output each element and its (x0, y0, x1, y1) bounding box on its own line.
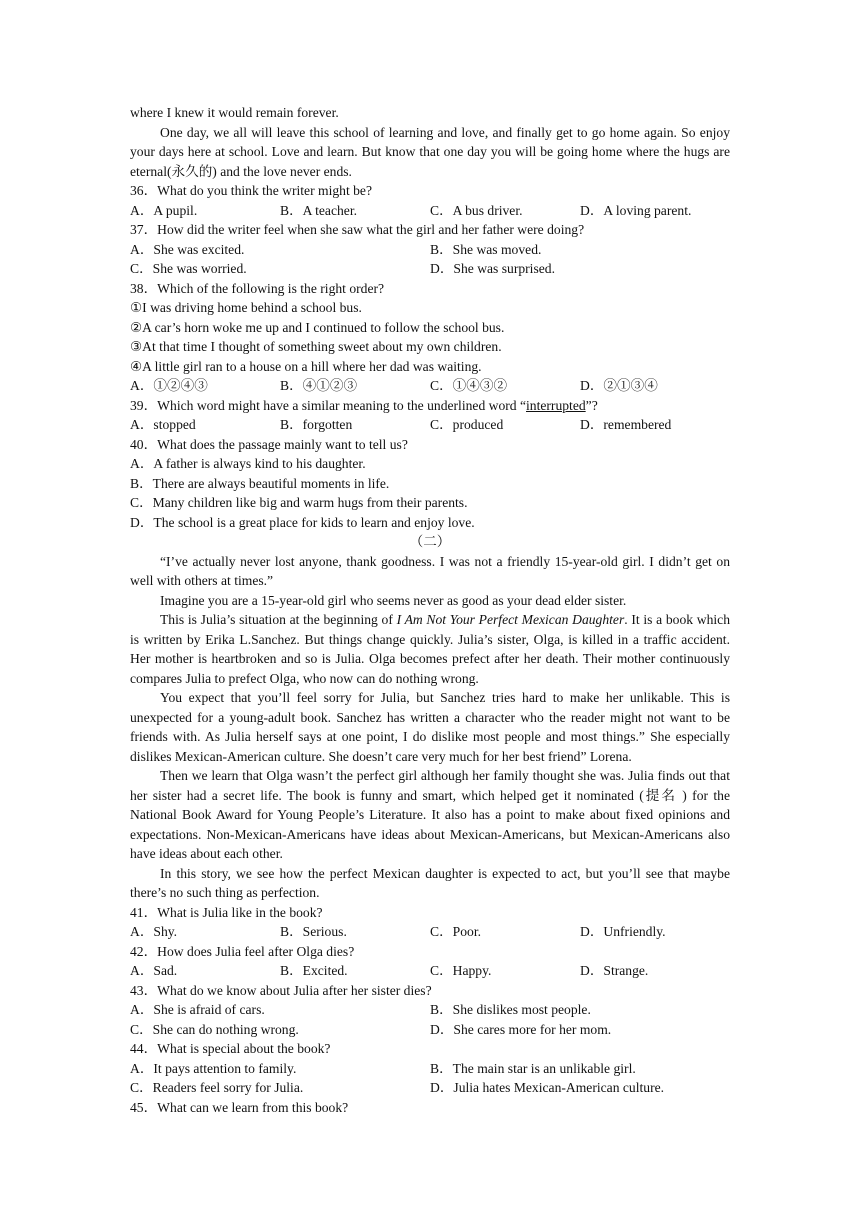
option-c: C．produced (430, 417, 504, 432)
option-c: C．Poor. (430, 924, 481, 939)
option-d: D．She was surprised. (430, 261, 555, 276)
question-stem: 40．What does the passage mainly want to tell us? (130, 436, 408, 452)
order-item: ①I was driving home behind a school bus. (130, 300, 362, 315)
options-row (130, 259, 730, 279)
paragraph-text: This is Julia’s situation at the beginning of (160, 612, 397, 627)
passage-line: where I knew it would remain forever. (130, 105, 339, 120)
passage-paragraph: Then we learn that Olga wasn’t the perfect girl although her family thought she was. Julia finds out that her sister had a secret life. The book is funny and smart, which helped get it nominated (提名 ) for the National Book Award for Young People’s Literature. It also has a point to make about fixed opinions and expectations. Non-Mexican-Americans have ideas about Mexican-Americans, but Mexican-Americans also have ideas about each other. (130, 768, 730, 861)
question-stem: 42．How does Julia feel after Olga dies? (130, 943, 355, 959)
question-stem: 44．What is special about the book? (130, 1041, 331, 1056)
underlined-word: interrupted (526, 397, 586, 413)
book-title: I Am Not Your Perfect Mexican Daughter (396, 612, 625, 627)
option-b: B．④①②③ (280, 378, 358, 393)
options-row (130, 1000, 730, 1020)
options-row (130, 1020, 730, 1040)
question-stem: 36．What do you think the writer might be? (130, 183, 372, 198)
option-c: C．A bus driver. (430, 202, 523, 218)
option-a: A．A father is always kind to his daughter. (130, 456, 366, 471)
option-c: C．She can do nothing wrong. (130, 1021, 299, 1037)
paragraph-text: . It is a book which is written by Erika L.Sanchez. But things change quickly. Julia’s sister, Olga, is killed in a traffic accident. Her mother is heartbroken and so is Julia. Olga becomes prefect after her death. Their mother continuously compares Julia to prefect Olga, who now can do nothing wrong. (130, 612, 731, 686)
stem-text: ”? (585, 397, 598, 413)
order-item: ②A car’s horn woke me up and I continued to follow the school bus. (130, 319, 505, 335)
option-b: B．There are always beautiful moments in life. (130, 475, 390, 491)
option-a: A．A pupil. (130, 202, 198, 218)
option-a: A．It pays attention to family. (130, 1060, 297, 1076)
option-d: D．Unfriendly. (580, 924, 666, 939)
question-stem: 43．What do we know about Julia after her sister dies? (130, 982, 432, 998)
option-b: B．A teacher. (280, 202, 358, 218)
options-row (130, 240, 730, 260)
option-b: B．Serious. (280, 924, 347, 939)
options-row (130, 201, 730, 221)
option-b: B．The main star is an unlikable girl. (430, 1060, 636, 1076)
option-b: B．forgotten (280, 417, 353, 432)
option-c: C．Many children like big and warm hugs from their parents. (130, 495, 468, 510)
passage-paragraph: You expect that you’ll feel sorry for Julia, but Sanchez tries hard to make her unlikable. This is unexpected for a young-adult book. Sanchez has written a character who the reader might not want to be friends with. As Julia herself says at one point, I do dislike most people and most things.” She especially dislikes Mexican-American culture. She doesn’t care very much for her best friend” Lorena. (130, 690, 730, 764)
option-d: D．Julia hates Mexican-American culture. (430, 1080, 665, 1095)
options-row (130, 415, 730, 435)
option-d: D．A loving parent. (580, 202, 692, 218)
option-d: D．remembered (580, 417, 672, 432)
option-d: D．The school is a great place for kids to learn and enjoy love. (130, 514, 475, 530)
option-d: D．She cares more for her mom. (430, 1021, 612, 1037)
option-c: C．Happy. (430, 963, 492, 978)
options-row (130, 1078, 730, 1098)
option-a: A．She was excited. (130, 241, 245, 257)
option-b: B．She was moved. (430, 241, 542, 257)
passage-paragraph: In this story, we see how the perfect Mexican daughter is expected to act, but you’ll see that maybe there’s no such thing as perfection. (130, 865, 730, 900)
option-a: A．Sad. (130, 963, 178, 978)
option-b: B．She dislikes most people. (430, 1002, 591, 1017)
option-a: A．She is afraid of cars. (130, 1002, 265, 1017)
passage-paragraph: One day, we all will leave this school of learning and love, and finally get to go home again. So enjoy your days here at school. Love and learn. But know that one day you will be going home where the hugs are eternal(永久的) and the love never ends. (130, 124, 730, 179)
option-c: C．She was worried. (130, 261, 247, 276)
order-item: ④A little girl ran to a house on a hill where her dad was waiting. (130, 358, 482, 374)
option-b: B．Excited. (280, 963, 348, 978)
option-d: D．②①③④ (580, 378, 658, 393)
passage-paragraph (130, 610, 730, 688)
document-page (130, 103, 730, 1117)
passage-paragraph: Imagine you are a 15-year-old girl who seems never as good as your dead elder sister. (160, 592, 627, 608)
question-stem (130, 396, 730, 416)
option-c: C．①④③② (430, 378, 508, 393)
question-stem: 41．What is Julia like in the book? (130, 904, 323, 920)
options-row (130, 1059, 730, 1079)
options-row (130, 961, 730, 981)
question-stem: 37．How did the writer feel when she saw what the girl and her father were doing? (130, 222, 585, 237)
options-row (130, 922, 730, 942)
passage-paragraph: “I’ve actually never lost anyone, thank goodness. I was not a friendly 15-year-old girl. I didn’t get on well with others at times.” (130, 553, 730, 588)
question-stem: 45．What can we learn from this book? (130, 1099, 349, 1115)
section-heading: （二） (409, 534, 451, 549)
option-a: A．stopped (130, 417, 196, 432)
options-row (130, 376, 730, 396)
option-c: C．Readers feel sorry for Julia. (130, 1080, 304, 1095)
order-item: ③At that time I thought of something sweet about my own children. (130, 339, 502, 354)
option-a: A．①②④③ (130, 378, 208, 393)
question-stem: 38．Which of the following is the right order? (130, 280, 385, 296)
stem-text: 39．Which word might have a similar meaning to the underlined word “ (130, 397, 527, 413)
option-a: A．Shy. (130, 924, 178, 939)
option-d: D．Strange. (580, 963, 649, 978)
